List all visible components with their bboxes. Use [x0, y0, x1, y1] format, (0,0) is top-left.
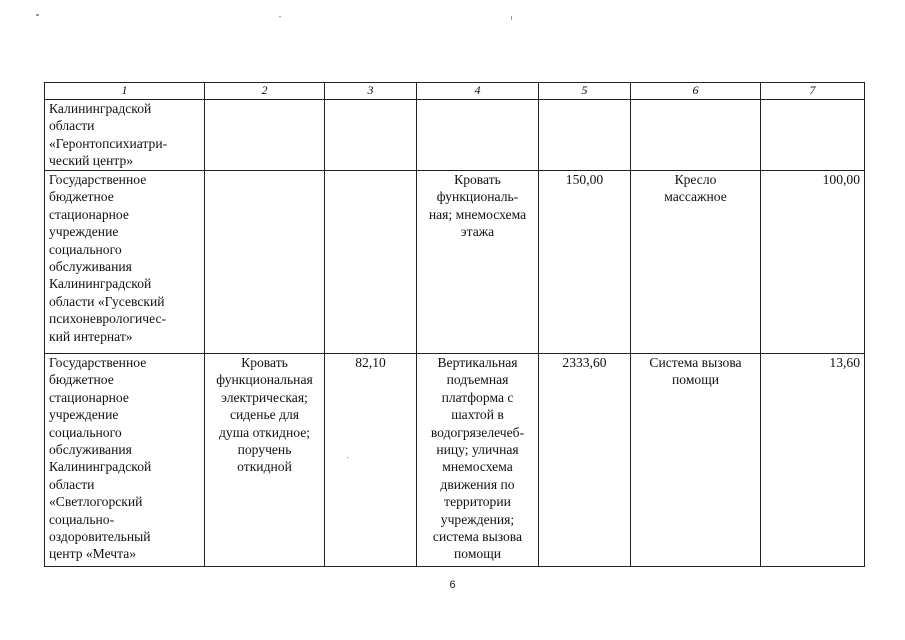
table-row	[45, 171, 865, 354]
cell-line: Государственное	[49, 172, 147, 187]
cell-line: обслуживания	[49, 259, 132, 275]
equipment-cell	[631, 354, 761, 567]
cell-line: Кровать	[241, 355, 288, 370]
cell-line: «Светлогорский	[49, 494, 143, 510]
cell-line: области	[49, 476, 95, 492]
amount-cell	[539, 100, 631, 171]
page-number: 6	[449, 579, 456, 591]
cell-line: бюджетное	[49, 189, 114, 205]
cell-line: стационарное	[49, 389, 129, 405]
cell-line: шахтой в	[451, 407, 504, 423]
scan-speck	[279, 16, 281, 17]
header-col-3: 3	[325, 83, 417, 100]
header-col-7: 7	[761, 83, 865, 100]
cell-line	[49, 293, 200, 310]
cell-line: центр «Мечта»	[49, 546, 137, 562]
header-col-4: 4	[417, 83, 539, 100]
cell-line: душа откидное;	[218, 424, 310, 440]
amount-cell: 100,00	[761, 171, 865, 354]
cell-line: движения по	[440, 476, 515, 492]
cell-line: ческий центр»	[49, 153, 134, 169]
cell-line: социально-	[49, 511, 115, 527]
table-row	[45, 100, 865, 171]
amount-cell	[761, 100, 865, 171]
cell-word: «Гусевский	[97, 293, 165, 309]
scan-speck	[36, 14, 39, 16]
cell-line: функциональ-	[436, 189, 519, 205]
cell-line: «Геронтопсихиатри-	[49, 135, 168, 151]
cell-line: кий интернат»	[49, 328, 133, 344]
cell-line: социального	[49, 424, 122, 440]
cell-line: психоневрологичес-	[49, 311, 167, 327]
equipment-cell	[205, 100, 325, 171]
table-row	[45, 354, 865, 567]
cell-line: учреждение	[49, 224, 119, 240]
equipment-cell	[417, 100, 539, 171]
cell-line: территории	[444, 494, 511, 510]
header-col-1: 1	[45, 83, 205, 100]
cell-line: Калининградской	[49, 276, 152, 292]
cell-line: помощи	[672, 372, 719, 388]
cell-line: система вызова	[432, 529, 523, 545]
cell-line: Система вызова	[649, 355, 742, 370]
cell-line: Кресло	[674, 172, 717, 187]
institution-cell	[45, 171, 205, 354]
cell-line: ницу; уличная	[436, 442, 519, 458]
equipment-cell	[631, 171, 761, 354]
cell-line: подъемная	[446, 372, 509, 388]
equipment-cell	[417, 354, 539, 567]
equipment-cell	[631, 100, 761, 171]
header-col-2: 2	[205, 83, 325, 100]
institution-cell	[45, 100, 205, 171]
equipment-cell	[417, 171, 539, 354]
cell-line: Калининградской	[49, 101, 152, 116]
cell-line: водогрязелечеб-	[430, 424, 525, 440]
cell-word: области	[49, 293, 95, 309]
cell-line: помощи	[454, 546, 501, 562]
amount-cell: 150,00	[539, 171, 631, 354]
cell-line: сиденье для	[229, 407, 300, 423]
cell-line: ная; мнемосхема	[428, 206, 527, 222]
equipment-table	[44, 82, 865, 567]
cell-line: платформа с	[441, 389, 514, 405]
equipment-cell	[205, 171, 325, 354]
amount-cell: 82,10	[325, 354, 417, 567]
cell-line: учреждение	[49, 407, 119, 423]
cell-line: массажное	[664, 189, 727, 205]
cell-line: бюджетное	[49, 372, 114, 388]
header-col-5: 5	[539, 83, 631, 100]
cell-line: поручень	[237, 442, 292, 458]
cell-line: социального	[49, 241, 122, 257]
cell-line: Кровать	[454, 172, 501, 187]
cell-line: Государственное	[49, 355, 147, 370]
cell-line: области	[49, 118, 95, 134]
institution-cell	[45, 354, 205, 567]
cell-line: стационарное	[49, 206, 129, 222]
amount-cell: 2333,60	[539, 354, 631, 567]
equipment-cell	[205, 354, 325, 567]
amount-cell	[325, 171, 417, 354]
cell-line: функциональная	[216, 372, 313, 388]
header-col-6: 6	[631, 83, 761, 100]
scan-speck	[511, 16, 512, 20]
cell-line: откидной	[237, 459, 292, 475]
cell-line: Вертикальная	[437, 355, 518, 370]
cell-line: обслуживания	[49, 442, 132, 458]
cell-line: электрическая;	[221, 389, 308, 405]
cell-line: оздоровительный	[49, 529, 151, 545]
header-row	[45, 83, 865, 100]
amount-cell: 13,60	[761, 354, 865, 567]
cell-line: мнемосхема	[442, 459, 513, 475]
cell-line: этажа	[460, 224, 495, 240]
amount-cell	[325, 100, 417, 171]
cell-line: учреждения;	[440, 511, 515, 527]
cell-line: Калининградской	[49, 459, 152, 475]
